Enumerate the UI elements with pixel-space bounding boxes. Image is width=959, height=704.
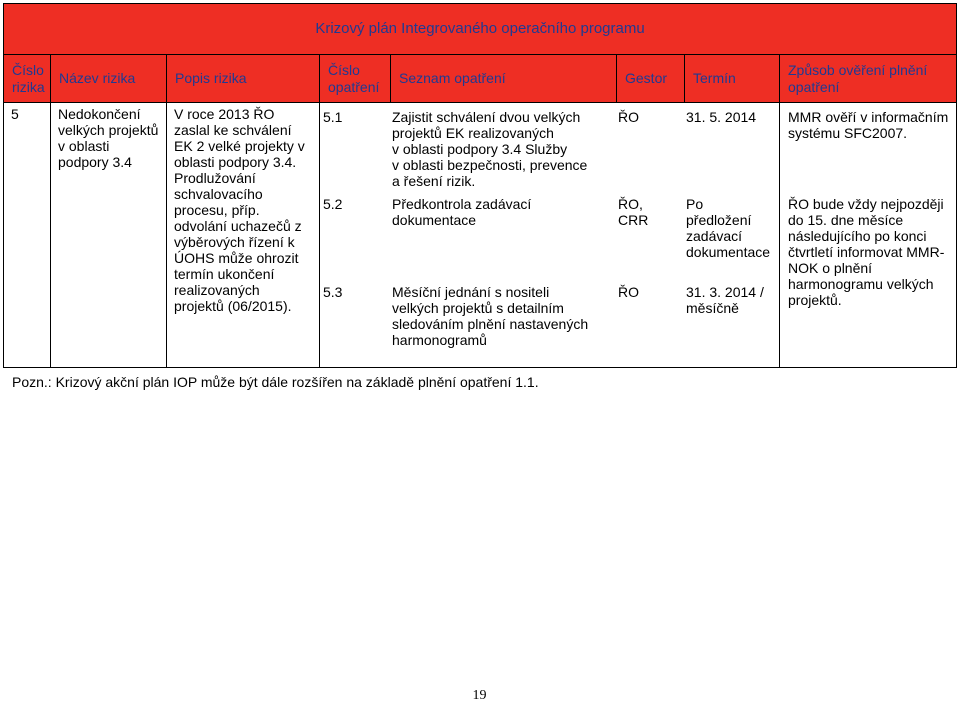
risk-description-line: ÚOHS může ohrozit bbox=[174, 250, 299, 266]
measure-gestor-line: ŘO, bbox=[618, 196, 643, 212]
measure-text bbox=[392, 109, 602, 189]
verification-line: systému SFC2007. bbox=[788, 125, 908, 141]
measure-text-line: harmonogramů bbox=[392, 332, 487, 348]
measure-text-line: v oblasti podpory 3.4 Služby bbox=[392, 141, 568, 157]
measure-number: 5.3 bbox=[323, 284, 343, 300]
table-title: Krizový plán Integrovaného operačního programu bbox=[315, 20, 645, 37]
verification-line: čtvrtletí informovat MMR- bbox=[788, 244, 945, 260]
risk-name-line: velkých projektů bbox=[58, 122, 159, 138]
risk-description-line: Prodlužování bbox=[174, 170, 256, 186]
risk-description-cell bbox=[167, 103, 320, 368]
risk-description-line: projektů (06/2015). bbox=[174, 298, 292, 314]
risk-name-line: podpory 3.4 bbox=[58, 154, 132, 170]
measure-text-line: Zajistit schválení dvou velkých bbox=[392, 109, 581, 125]
verification-line: projektů. bbox=[788, 292, 842, 308]
risk-description-line: výběrových řízení k bbox=[174, 234, 295, 250]
risk-description-line: odvolání uchazečů z bbox=[174, 218, 302, 234]
measure-deadline-line: Po bbox=[686, 196, 704, 212]
measure-number: 5.2 bbox=[323, 196, 343, 212]
verification-line: do 15. dne měsíce bbox=[788, 212, 904, 228]
header-gestor bbox=[617, 55, 685, 103]
verification-block bbox=[788, 109, 956, 141]
measure-deadline-line: měsíčně bbox=[686, 300, 739, 316]
risk-description-line: realizovaných bbox=[174, 282, 260, 298]
header-measure-list bbox=[391, 55, 617, 103]
header-verification-line: Způsob ověření plnění bbox=[788, 61, 928, 78]
measure-item bbox=[320, 109, 778, 189]
measure-deadline bbox=[686, 196, 778, 260]
verification-line: MMR ověří v informačním bbox=[788, 109, 949, 125]
measure-gestor-line: ŘO bbox=[618, 109, 639, 125]
measure-text-line: dokumentace bbox=[392, 212, 477, 228]
measure-deadline bbox=[686, 109, 778, 125]
measure-deadline bbox=[686, 284, 778, 316]
measure-text bbox=[392, 196, 602, 228]
table-row bbox=[4, 103, 957, 368]
measure-item bbox=[320, 284, 778, 354]
risk-name-line: Nedokončení bbox=[58, 106, 141, 122]
header-measure-number bbox=[320, 55, 391, 103]
header-measure-list-text: Seznam opatření bbox=[399, 70, 506, 86]
header-verification bbox=[780, 55, 957, 103]
header-risk-number-line: rizika bbox=[12, 78, 45, 95]
header-deadline-text: Termín bbox=[693, 70, 736, 86]
header-verification-line: opatření bbox=[788, 78, 840, 95]
measure-text-line: Předkontrola zadávací bbox=[392, 196, 532, 212]
risk-description-line: schvalovacího bbox=[174, 186, 263, 202]
header-risk-number-line: Číslo bbox=[12, 61, 44, 78]
risk-description-line: oblasti podpory 3.4. bbox=[174, 154, 297, 170]
risk-name-cell bbox=[51, 103, 167, 368]
verification-line: ŘO bude vždy nejpozději bbox=[788, 196, 944, 212]
verification-cell bbox=[780, 103, 957, 368]
measures-cell bbox=[320, 103, 780, 368]
measure-text bbox=[392, 284, 602, 348]
measure-number: 5.1 bbox=[323, 109, 343, 125]
verification-block bbox=[788, 196, 956, 308]
table-title-cell bbox=[4, 4, 957, 55]
measure-text-line: Měsíční jednání s nositeli bbox=[392, 284, 550, 300]
measure-deadline-line: zadávací bbox=[686, 228, 743, 244]
risk-description-line: zaslal ke schválení bbox=[174, 122, 292, 138]
header-deadline bbox=[685, 55, 780, 103]
risk-description-line: V roce 2013 ŘO bbox=[174, 106, 275, 122]
risk-number: 5 bbox=[11, 106, 19, 122]
header-risk-description-text: Popis rizika bbox=[175, 70, 247, 86]
risk-description-line: termín ukončení bbox=[174, 266, 275, 282]
risk-description-line: procesu, příp. bbox=[174, 202, 260, 218]
measure-gestor-line: CRR bbox=[618, 212, 649, 228]
verification-line: harmonogramu velkých bbox=[788, 276, 934, 292]
measure-gestor bbox=[618, 284, 639, 300]
measure-text-line: v oblasti bezpečnosti, prevence bbox=[392, 157, 588, 173]
measure-item bbox=[320, 196, 778, 266]
header-measure-number-line: opatření bbox=[328, 78, 380, 95]
risk-number-cell bbox=[4, 103, 51, 368]
page-number: 19 bbox=[472, 688, 487, 703]
measure-deadline-line: 31. 5. 2014 bbox=[686, 109, 757, 125]
measure-deadline-line: dokumentace bbox=[686, 244, 771, 260]
header-risk-name-text: Název rizika bbox=[59, 70, 136, 86]
measure-text-line: sledováním plnění nastavených bbox=[392, 316, 589, 332]
header-risk-name bbox=[51, 55, 167, 103]
measure-deadline-line: 31. 3. 2014 / bbox=[686, 284, 764, 300]
verification-line: NOK o plnění bbox=[788, 260, 873, 276]
verification-line: následujícího po konci bbox=[788, 228, 927, 244]
measure-text-line: a řešení rizik. bbox=[392, 173, 476, 189]
measure-gestor bbox=[618, 196, 648, 228]
header-gestor-text: Gestor bbox=[625, 70, 668, 86]
crisis-plan-table bbox=[3, 3, 957, 368]
header-measure-number-line: Číslo bbox=[328, 61, 360, 78]
header-risk-description bbox=[167, 55, 320, 103]
footnote: Pozn.: Krizový akční plán IOP může být dále rozšířen na základě plnění opatření 1.1. bbox=[12, 374, 539, 390]
measure-gestor-line: ŘO bbox=[618, 284, 639, 300]
risk-description-line: EK 2 velké projekty v bbox=[174, 138, 305, 154]
header-risk-number bbox=[4, 55, 51, 103]
risk-name-line: v oblasti bbox=[58, 138, 110, 154]
measure-deadline-line: předložení bbox=[686, 212, 752, 228]
measure-gestor bbox=[618, 109, 639, 125]
measure-text-line: projektů EK realizovaných bbox=[392, 125, 554, 141]
measure-text-line: velkých projektů s detailním bbox=[392, 300, 564, 316]
